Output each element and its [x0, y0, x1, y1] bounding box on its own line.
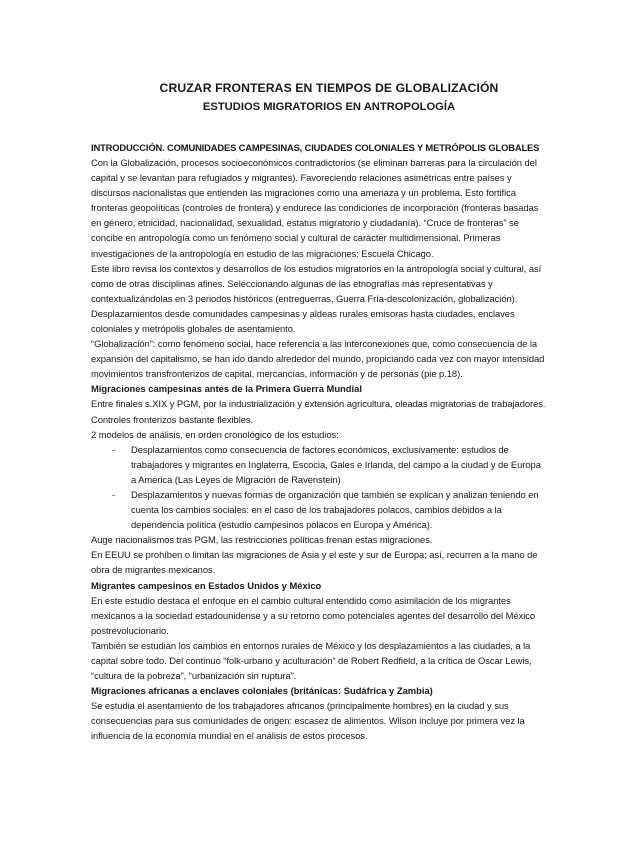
section1-paragraph-3: Auge nacionalismos tras PGM, las restricciones políticas frenan estas migraciones. [91, 534, 433, 546]
section1-paragraph-4: En EEUU se prohíben o limitan las migraciones de Asia y el este y sur de Europa; así, recurren a la mano de obra de migrantes mexicanos. [91, 549, 538, 576]
document-title: CRUZAR FRONTERAS EN TIEMPOS DE GLOBALIZACIÓN [159, 81, 499, 95]
section3-paragraph-1: Se estudia el asentamiento de los trabajadores africanos (principalmente hombres) en la ciudad y sus consecuencias para sus comunidades de origen: escasez de alimentos. Wilson incluye por primera vez la influencia de la economía mundial en el análisis de estos procesos. [91, 700, 525, 742]
section3-heading: Migraciones africanas a enclaves coloniales (británicas: Sudáfrica y Zambia) [91, 685, 433, 697]
section1-paragraph-2: 2 modelos de análisis, en orden cronológico de los estudios: [91, 428, 339, 440]
list-item [91, 487, 547, 532]
section2-paragraph-1: En este estudio destaca el enfoque en el cambio cultural entendido como asimilación de los migrantes mexicanos a la sociedad estadounidense y a su retorno como potenciales agentes del desarrollo del México postrevolucionario. [91, 594, 536, 636]
intro-paragraph-3: “Globalización”: como fenómeno social, hace referencia a las interconexiones que, como consecuencia de la expansión del capitalismo, se han ido dando alrededor del mundo, propiciando cada vez con mayor intensidad movimientos transfronterizos de capital, mercancías, información y de personas (pie p.18). [91, 338, 545, 380]
section2-heading: Migrantes campesinos en Estados Unidos y México [91, 579, 322, 591]
section2-paragraph-2: También se estudian los cambios en entornos rurales de México y los desplazamientos a las ciudades, a la capital sobre todo. Del continuo “folk-urbano y aculturación” de Robert Redfield, a la crítica de Oscar Lewis, “cultura de la pobreza”, “urbanización sin ruptura”. [91, 639, 532, 681]
intro-heading: INTRODUCCIÓN. COMUNIDADES CAMPESINAS, CIUDADES COLONIALES Y METRÓPOLIS GLOBALES [91, 142, 540, 153]
document-page [91, 80, 547, 743]
intro-paragraph-1: Con la Globalización, procesos socioeconómicos contradictorios (se eliminan barreras para la circulación del capital y se levantan para refugiados y migrantes). Favoreciendo relaciones asimétricas entre países y discursos nacionalistas que entienden las migraciones como una amenaza y un problema. Esto fortifica fronteras geopolíticas (controles de frontera) y endurece las condiciones de incorporación (fronteras basadas en género, etnicidad, nacionalidad, sexualidad, estatus migratorio y ciudadanía). “Cruce de fronteras” se concibe en antropología como un fenómeno social y cultural de carácter multidimensional. Primeras investigaciones de la antropología en estudio de las migraciones: Escuela Chicago. [91, 157, 539, 259]
dash-bullet: - [112, 443, 116, 455]
document-subtitle: ESTUDIOS MIGRATORIOS EN ANTROPOLOGÍA [202, 101, 456, 113]
list-item-text: Desplazamientos y nuevas formas de organización que también se explican y analizan teniendo en cuenta los cambios sociales: en el caso de los trabajadores polacos, cambios debidos a la dependencia política (estudio campesinos polacos en Europa y América). [131, 488, 539, 531]
section1-bullet-list [91, 442, 547, 533]
section1-heading: Migraciones campesinas antes de la Primera Guerra Mundial [91, 383, 362, 395]
dash-bullet: - [112, 488, 116, 500]
section1-paragraph-1: Entre finales s.XIX y PGM, por la industrialización y extensión agricultura, oleadas migratorias de trabajadores. Controles fronterizos bastante flexibles. [91, 398, 546, 425]
list-item-text: Desplazamientos como consecuencia de factores económicos, exclusivamente: estudios de trabajadores y migrantes en Inglaterra, Escocia, Gales e Irlanda, del campo a la ciudad y de Europa a América (Las Leyes de Migración de Ravenstein) [131, 443, 541, 485]
list-item [91, 442, 547, 487]
intro-paragraph-2: Este libro revisa los contextos y desarrollos de los estudios migratorios en la antropología social y cultural, así como de otras disciplinas afines. Seleccionando algunas de las etnografías más representativas y contextualizándolas en 3 periodos históricos (entreguerras, Guerra Fría-descolonización, globalización). Desplazamientos desde comunidades campesinas y aldeas rurales emisoras hasta ciudades, enclaves coloniales y metrópolis globales de asentamiento. [91, 262, 542, 335]
